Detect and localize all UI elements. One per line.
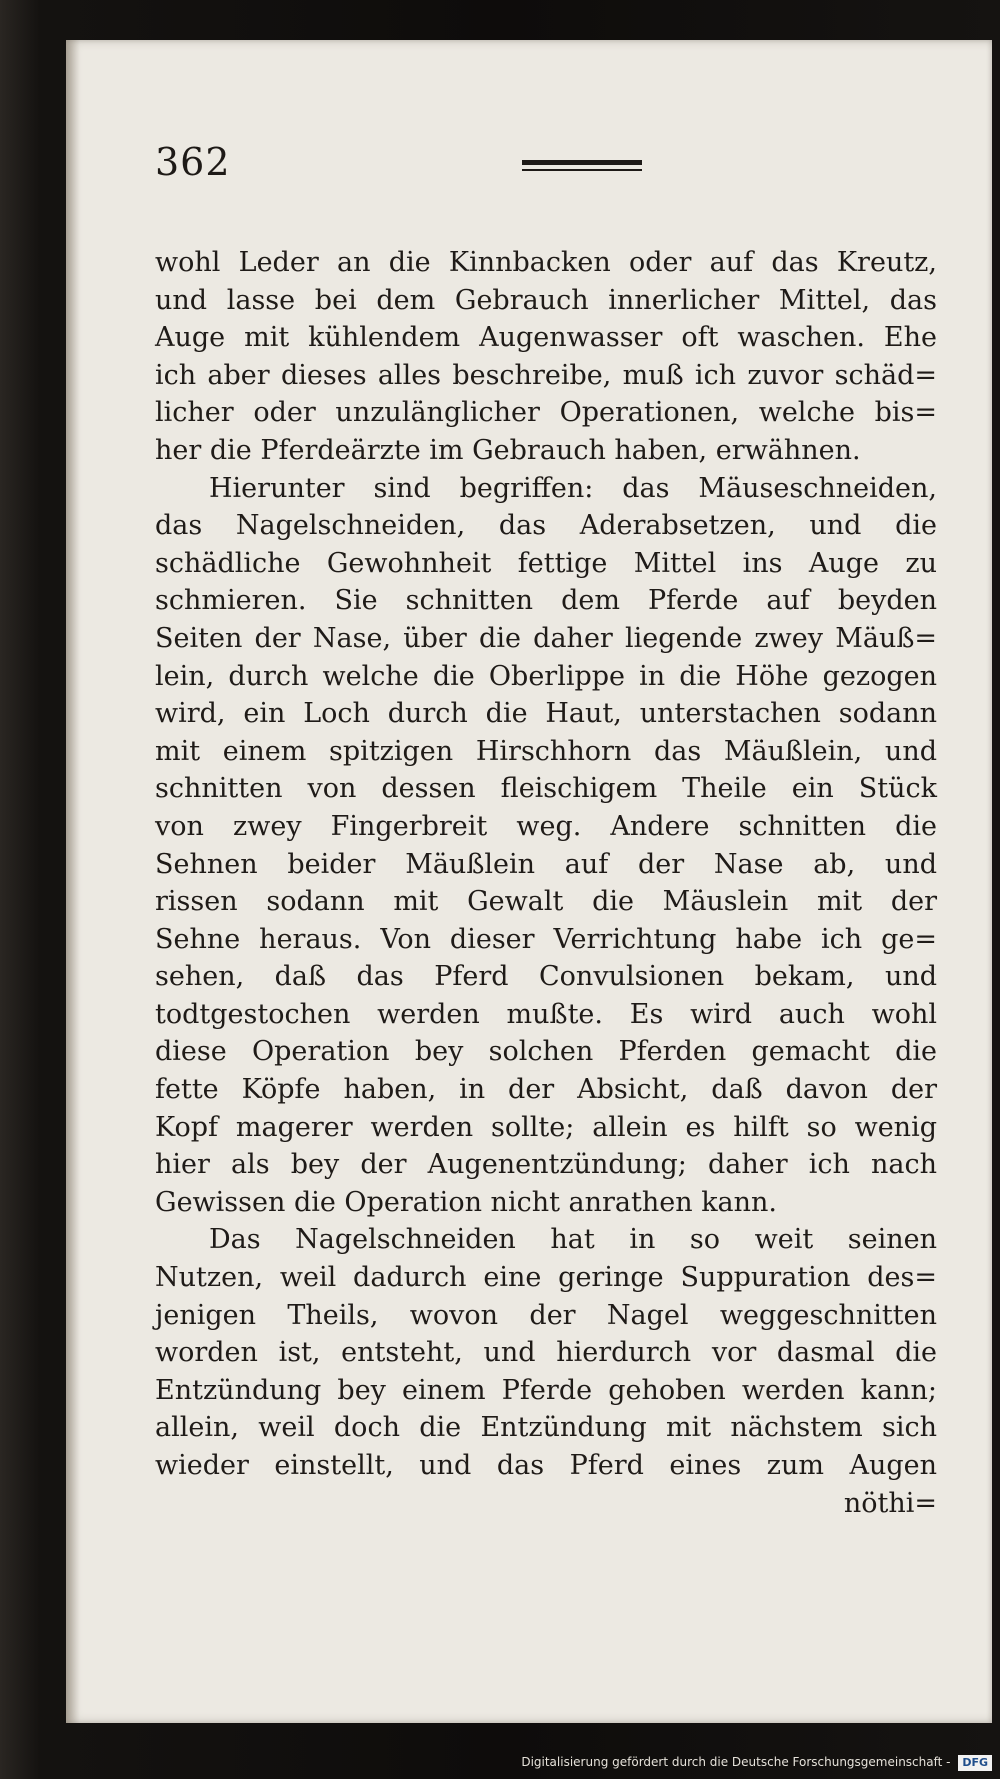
text-line: sehen, daß das Pferd Convulsionen bekam, und: [155, 961, 937, 993]
text-line: jenigen Theils, wovon der Nagel weggeschnitten: [155, 1299, 937, 1331]
header-ornament-rule: [522, 160, 642, 174]
text-line: ich aber dieses alles beschreibe, muß ich zuvor schäd=: [155, 359, 937, 391]
text-line: licher oder unzulänglicher Operationen, welche bis=: [155, 397, 937, 429]
text-line: Sehne heraus. Von dieser Verrichtung habe ich ge=: [155, 923, 937, 955]
text-line: lein, durch welche die Oberlippe in die Höhe gezogen: [155, 660, 937, 692]
text-line: mit einem spitzigen Hirschhorn das Mäußlein, und: [155, 735, 937, 767]
text-line: schmieren. Sie schnitten dem Pferde auf beyden: [155, 585, 937, 617]
ornament-bar-thick: [522, 160, 642, 165]
text-line: worden ist, entsteht, und hierdurch vor dasmal die: [155, 1337, 937, 1369]
text-line: Hierunter sind begriffen: das Mäuseschneiden,: [209, 472, 937, 504]
digitization-credit: [521, 1751, 992, 1773]
ornament-bar-thin: [522, 169, 642, 171]
text-line: Nutzen, weil dadurch eine geringe Suppuration des=: [155, 1262, 937, 1294]
catchword: nöthi=: [843, 1487, 937, 1519]
text-line: schnitten von dessen fleischigem Theile ein Stück: [155, 773, 937, 805]
text-line: her die Pferdeärzte im Gebrauch haben, erwähnen.: [155, 434, 861, 466]
text-line: allein, weil doch die Entzündung mit nächstem sich: [155, 1412, 937, 1444]
dfg-logo: DFG: [958, 1755, 992, 1771]
credit-text: Digitalisierung gefördert durch die Deutsche Forschungsgemeinschaft -: [521, 1755, 951, 1769]
text-line: Sehnen beider Mäußlein auf der Nase ab, und: [155, 848, 937, 880]
text-line: Das Nagelschneiden hat in so weit seinen: [209, 1224, 937, 1256]
text-line: Auge mit kühlendem Augenwasser oft waschen. Ehe: [155, 322, 937, 354]
text-line: wohl Leder an die Kinnbacken oder auf das Kreutz,: [155, 247, 937, 278]
text-line: das Nagelschneiden, das Aderabsetzen, und die: [155, 510, 937, 542]
text-line: hier als bey der Augenentzündung; daher ich nach: [155, 1149, 937, 1181]
page-header: [155, 140, 805, 200]
text-line: Kopf magerer werden sollte; allein es hilft so wenig: [155, 1111, 937, 1143]
text-line: rissen sodann mit Gewalt die Mäuslein mit der: [155, 886, 937, 918]
text-line: von zwey Fingerbreit weg. Andere schnitten die: [155, 810, 937, 842]
text-line: diese Operation bey solchen Pferden gemacht die: [155, 1036, 937, 1068]
text-line: wieder einstellt, und das Pferd eines zum Augen: [155, 1450, 937, 1481]
text-line: todtgestochen werden mußte. Es wird auch wohl: [155, 998, 937, 1030]
text-line: fette Köpfe haben, in der Absicht, daß davon der: [155, 1074, 937, 1106]
page-number: 362: [155, 140, 231, 184]
text-line: Gewissen die Operation nicht anrathen kann.: [155, 1186, 778, 1218]
text-line: schädliche Gewohnheit fettige Mittel ins Auge zu: [155, 547, 937, 579]
text-line: und lasse bei dem Gebrauch innerlicher Mittel, das: [155, 284, 937, 316]
body-text: [155, 244, 937, 1522]
text-line: Seiten der Nase, über die daher liegende zwey Mäuß=: [155, 622, 937, 654]
text-line: wird, ein Loch durch die Haut, unterstachen sodann: [155, 698, 937, 730]
text-line: Entzündung bey einem Pferde gehoben werden kann;: [155, 1374, 937, 1406]
